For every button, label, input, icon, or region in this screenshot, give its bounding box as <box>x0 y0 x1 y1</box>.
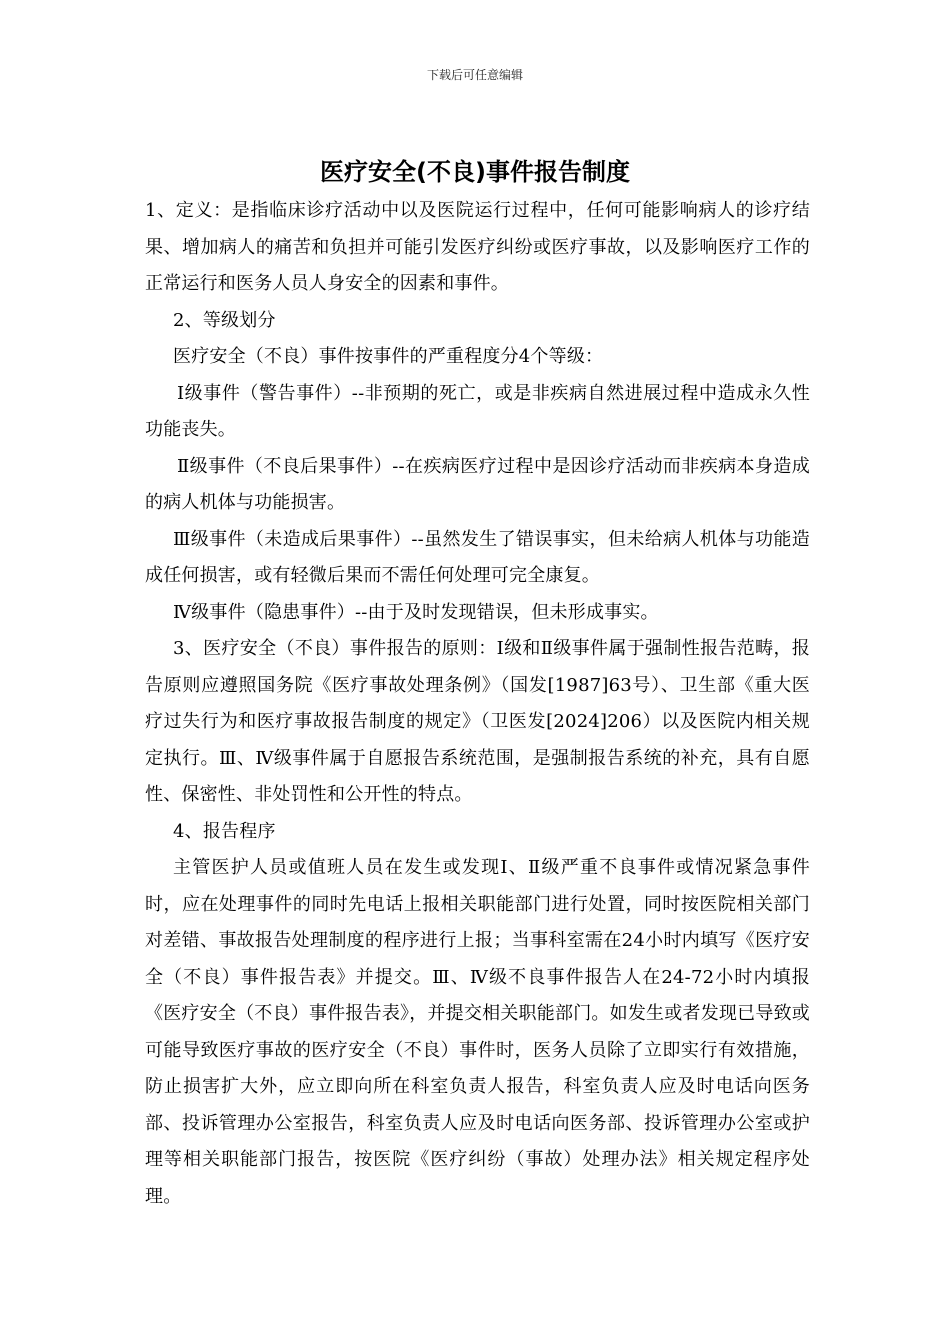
paragraph-grade-3: Ⅲ级事件（未造成后果事件）--虽然发生了错误事实，但未给病人机体与功能造成任何损害，或有轻微后果而不需任何处理可完全康复。 <box>145 528 810 586</box>
paragraph-grade-2: Ⅱ级事件（不良后果事件）--在疾病医疗过程中是因诊疗活动而非疾病本身造成的病人机体与功能损害。 <box>145 455 810 513</box>
paragraph-grade-heading: 2、等级划分 <box>173 309 276 331</box>
paragraph-grade-intro: 医疗安全（不良）事件按事件的严重程度分4个等级： <box>173 346 604 367</box>
paragraph-grade-1: Ⅰ级事件（警告事件）--非预期的死亡，或是非疾病自然进展过程中造成永久性功能丧失。 <box>145 382 810 440</box>
header-note: 下载后可任意编辑 <box>426 68 523 82</box>
document-body <box>145 193 810 1215</box>
paragraph-reporting-principles: 3、医疗安全（不良）事件报告的原则：Ⅰ级和Ⅱ级事件属于强制性报告范畴，报告原则应遵照国务院《医疗事故处理条例》（国发[1987]63号）、卫生部《重大医疗过失行为和医疗事故报告制度的规定》（卫医发[2024]206）以及医院内相关规定执行。Ⅲ、Ⅳ级事件属于自愿报告系统范围，是强制报告系统的补充，具有自愿性、保密性、非处罚性和公开性的特点。 <box>145 638 810 805</box>
document-title: 医疗安全(不良)事件报告制度 <box>320 158 630 186</box>
paragraph-definition: 1、定义：是指临床诊疗活动中以及医院运行过程中，任何可能影响病人的诊疗结果、增加病人的痛苦和负担并可能引发医疗纠纷或医疗事故，以及影响医疗工作的正常运行和医务人员人身安全的因素和事件。 <box>145 200 810 294</box>
paragraph-procedure-heading: 4、报告程序 <box>173 820 276 842</box>
paragraph-procedure-body: 主管医护人员或值班人员在发生或发现Ⅰ、Ⅱ级严重不良事件或情况紧急事件时，应在处理事件的同时先电话上报相关职能部门进行处置，同时按医院相关部门对差错、事故报告处理制度的程序进行上报；当事科室需在24小时内填写《医疗安全（不良）事件报告表》并提交。Ⅲ、Ⅳ级不良事件报告人在24-72小时内填报《医疗安全（不良）事件报告表》，并提交相关职能部门。如发生或者发现已导致或可能导致医疗事故的医疗安全（不良）事件时，医务人员除了立即实行有效措施，防止损害扩大外，应立即向所在科室负责人报告，科室负责人应及时电话向医务部、投诉管理办公室报告，科室负责人应及时电话向医务部、投诉管理办公室或护理等相关职能部门报告，按医院《医疗纠纷（事故）处理办法》相关规定程序处理。 <box>145 857 810 1207</box>
paragraph-grade-4: Ⅳ级事件（隐患事件）--由于及时发现错误，但未形成事实。 <box>173 601 659 623</box>
